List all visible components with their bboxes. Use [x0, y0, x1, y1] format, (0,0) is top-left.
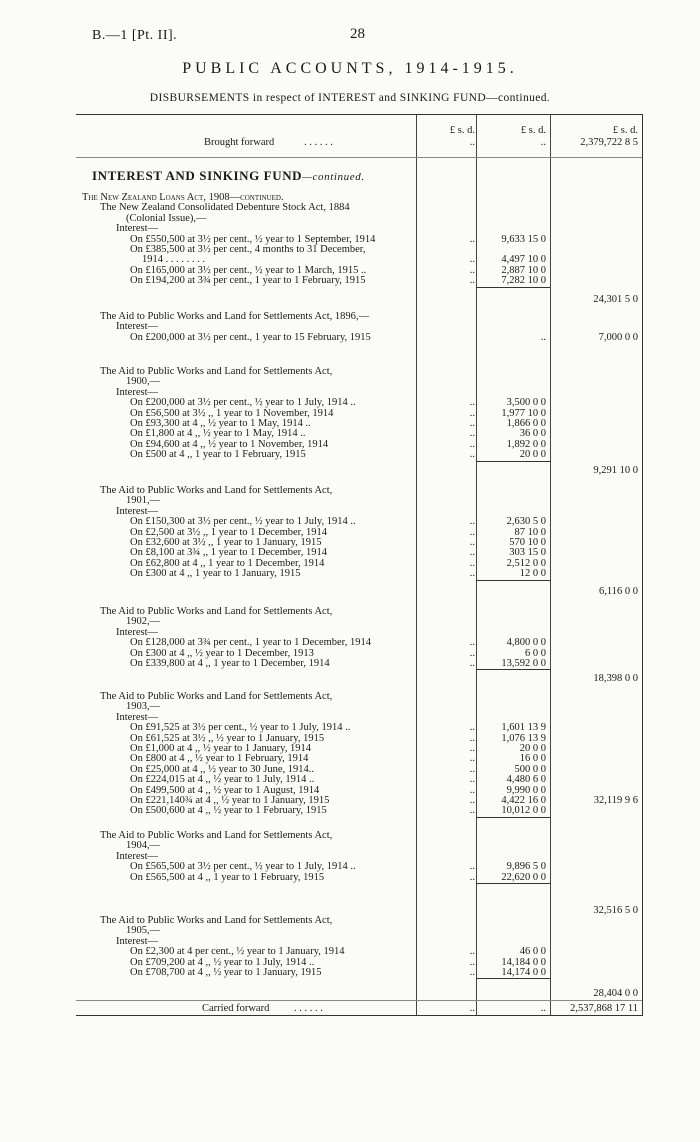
interest-label: Interest— [116, 505, 158, 517]
amount-c1: .. [469, 264, 475, 276]
interest-line: On £56,500 at 3½ ,, 1 year to 1 November, 1914 [130, 407, 334, 419]
act-total: 7,000 0 0 [598, 332, 638, 343]
act-total: 24,301 5 0 [593, 294, 638, 305]
amount-c2: 2,887 10 0 [501, 264, 546, 276]
carried-forward-c1: .. [469, 1003, 475, 1014]
interest-line: On £61,525 at 3½ ,, ½ year to 1 January, 1915 [130, 732, 325, 744]
amount-c2: 2,512 0 0 [506, 557, 546, 569]
interest-line: On £385,500 at 3½ per cent., 4 months to 31 December, [130, 244, 366, 255]
total-rule [476, 669, 550, 670]
amount-c1: .. [469, 658, 475, 669]
amount-c2: 6 0 0 [525, 647, 546, 659]
carried-forward-c2: .. [540, 1003, 546, 1014]
amount-c2: 4,800 0 0 [506, 637, 546, 649]
amount-c2: 87 10 0 [514, 526, 546, 538]
page-ref: B.—1 [Pt. II]. [92, 28, 178, 43]
page-title: PUBLIC ACCOUNTS, 1914-1915. [182, 60, 518, 77]
act-name: The Aid to Public Works and Land for Settlements Act, [100, 485, 333, 496]
brought-forward-label: Brought forward [204, 137, 275, 148]
amount-c2: 13,592 0 0 [501, 658, 546, 669]
amount-c1: .. [469, 743, 475, 754]
amount-c2: 9,896 5 0 [506, 861, 546, 873]
act-name-cont: 1901,— [126, 495, 161, 507]
interest-line: On £150,300 at 3½ per cent., ½ year to 1 July, 1914 .. [130, 516, 356, 528]
amount-c1: .. [469, 647, 475, 659]
amount-c1: .. [469, 254, 475, 266]
act-name-cont: 1905,— [126, 925, 161, 937]
interest-line: On £339,800 at 4 ,, 1 year to 1 December, 1914 [130, 658, 330, 669]
amount-c1: .. [469, 722, 475, 734]
interest-line: On £500 at 4 ,, 1 year to 1 February, 1915 [130, 449, 306, 461]
interest-label: Interest— [116, 626, 158, 638]
amount-c2: 14,184 0 0 [501, 956, 546, 968]
amount-c2: 1,977 10 0 [501, 407, 546, 419]
amount-c2: 16 0 0 [519, 753, 546, 765]
interest-line: On £94,600 at 4 ,, ½ year to 1 November, 1914 [130, 438, 329, 450]
interest-line: On £2,300 at 4 per cent., ½ year to 1 January, 1914 [130, 946, 345, 958]
amount-c2: 3,500 0 0 [506, 397, 546, 409]
col-header-1: £ s. d. [449, 125, 475, 136]
act-name: The Aid to Public Works and Land for Settlements Act, [100, 691, 333, 702]
amount-c2: 9,633 15 0 [501, 233, 546, 245]
amount-c2: 1,076 13 9 [501, 732, 546, 744]
interest-line: On £2,500 at 3½ ,, 1 year to 1 December, 1914 [130, 526, 327, 538]
amount-c2: 9,990 0 0 [506, 784, 546, 796]
amount-c1: .. [469, 753, 475, 765]
interest-line: On £62,800 at 4 ,, 1 year to 1 December, 1914 [130, 557, 325, 569]
amount-c1: .. [469, 526, 475, 538]
interest-line: On £565,500 at 4 ,, 1 year to 1 February, 1915 [130, 871, 325, 883]
amount-c2: 20 0 0 [519, 743, 546, 754]
interest-line: On £128,000 at 3¾ per cent., 1 year to 1 December, 1914 [130, 637, 372, 649]
act-name: The Aid to Public Works and Land for Settlements Act, [100, 915, 333, 926]
amount-c1: .. [469, 449, 475, 461]
act-total: 32,119 9 6 [593, 795, 638, 806]
interest-label: Interest— [116, 223, 158, 235]
interest-line: On £499,500 at 4 ,, ½ year to 1 August, 1914 [130, 784, 320, 796]
act-name-cont: 1900,— [126, 376, 161, 388]
amount-c2: .. [540, 331, 546, 343]
row-divider [76, 1000, 642, 1001]
amount-c2: 500 0 0 [514, 763, 546, 775]
brought-forward-c2: .. [540, 137, 546, 148]
amount-c2: 14,174 0 0 [501, 967, 546, 978]
amount-c1: .. [469, 547, 475, 559]
act-total: 6,116 0 0 [599, 586, 638, 597]
interest-line: On £8,100 at 3¾ ,, 1 year to 1 December, 1914 [130, 547, 327, 559]
accounts-table [76, 114, 643, 1016]
act-name-cont: (Colonial Issue),— [126, 212, 207, 224]
column-divider [476, 115, 477, 1015]
interest-line: On £200,000 at 3½ per cent., ½ year to 1 July, 1914 .. [130, 397, 356, 409]
amount-c2: 10,012 0 0 [501, 805, 546, 817]
col-header-3: £ s. d. [612, 125, 638, 136]
column-divider [550, 115, 551, 1015]
amount-c1: .. [469, 637, 475, 649]
act-title: The New Zealand Loans Act, 1908—continued. [82, 192, 284, 203]
col-header-2: £ s. d. [520, 125, 546, 136]
act-name: The New Zealand Consolidated Debenture Stock Act, 1884 [100, 202, 350, 214]
amount-c2: 1,866 0 0 [506, 418, 546, 429]
amount-c2: 1,892 0 0 [506, 438, 546, 450]
amount-c1: .. [469, 732, 475, 744]
act-total: 28,404 0 0 [593, 988, 638, 999]
act-name: The Aid to Public Works and Land for Settlements Act, [100, 830, 333, 841]
act-total: 18,398 0 0 [593, 673, 638, 684]
act-name-cont: 1904,— [126, 840, 161, 852]
total-rule [476, 817, 550, 818]
page-number: 28 [350, 26, 365, 42]
act-name: The Aid to Public Works and Land for Settlements Act, 1896,— [100, 311, 370, 322]
brought-forward-c1: .. [469, 137, 475, 148]
leader-dots: . . . . . . [294, 1003, 323, 1014]
carried-forward-c3: 2,537,868 17 11 [570, 1003, 638, 1014]
amount-c1: .. [469, 557, 475, 569]
interest-line: On £709,200 at 4 ,, ½ year to 1 July, 1914 .. [130, 956, 315, 968]
amount-c2: 4,422 16 0 [501, 795, 546, 806]
amount-c1: .. [469, 233, 475, 245]
interest-line: On £800 at 4 ,, ½ year to 1 February, 1914 [130, 753, 309, 765]
interest-line: On £25,000 at 4 ,, ½ year to 30 June, 1914.. [130, 763, 315, 775]
amount-c1: .. [469, 795, 475, 806]
amount-c2: 303 15 0 [509, 547, 546, 559]
row-divider [76, 157, 642, 158]
interest-line: On £1,000 at 4 ,, ½ year to 1 January, 1914 [130, 743, 311, 754]
total-rule [476, 461, 550, 462]
interest-label: Interest— [116, 850, 158, 862]
amount-c1: .. [469, 784, 475, 796]
section-heading: INTEREST AND SINKING FUND—continued. [92, 168, 365, 183]
amount-c1: .. [469, 805, 475, 817]
amount-c1: .. [469, 428, 475, 440]
amount-c1: .. [469, 275, 475, 287]
interest-line: On £91,525 at 3½ per cent., ½ year to 1 July, 1914 .. [130, 722, 351, 734]
interest-line: On £194,200 at 3¾ per cent., 1 year to 1 February, 1915 [130, 275, 366, 287]
act-name: The Aid to Public Works and Land for Settlements Act, [100, 606, 333, 617]
interest-line: 1914 . . . . . . . . [142, 254, 205, 266]
interest-line: On £32,600 at 3½ ,, 1 year to 1 January, 1915 [130, 537, 322, 548]
leader-dots: . . . . . . [304, 137, 333, 148]
amount-c2: 7,282 10 0 [501, 275, 546, 287]
interest-label: Interest— [116, 321, 158, 333]
act-name-cont: 1902,— [126, 616, 161, 628]
interest-label: Interest— [116, 935, 158, 947]
total-rule [476, 287, 550, 288]
amount-c1: .. [469, 407, 475, 419]
interest-line: On £300 at 4 ,, ½ year to 1 December, 1913 [130, 647, 314, 659]
act-name: The Aid to Public Works and Land for Settlements Act, [100, 366, 333, 377]
interest-line: On £565,500 at 3½ per cent., ½ year to 1 July, 1914 .. [130, 861, 356, 873]
amount-c1: .. [469, 861, 475, 873]
total-rule [476, 978, 550, 979]
interest-line: On £550,500 at 3½ per cent., ½ year to 1 September, 1914 [130, 233, 376, 245]
interest-line: On £200,000 at 3½ per cent., 1 year to 15 February, 1915 [130, 331, 371, 343]
amount-c2: 4,480 6 0 [506, 774, 546, 786]
interest-line: On £500,600 at 4 ,, ½ year to 1 February, 1915 [130, 805, 327, 817]
amount-c1: .. [469, 946, 475, 958]
amount-c2: 22,620 0 0 [501, 871, 546, 883]
amount-c1: .. [469, 537, 475, 548]
page-subtitle: DISBURSEMENTS in respect of INTEREST and SINKING FUND—continued. [149, 92, 551, 104]
amount-c1: .. [469, 516, 475, 528]
amount-c1: .. [469, 438, 475, 450]
amount-c2: 570 10 0 [509, 537, 546, 548]
total-rule [476, 580, 550, 581]
carried-forward-label: Carried forward [202, 1003, 270, 1014]
amount-c2: 1,601 13 9 [501, 722, 546, 734]
interest-line: On £165,000 at 3½ per cent., ½ year to 1 March, 1915 .. [130, 264, 367, 276]
interest-line: On £708,700 at 4 ,, ½ year to 1 January, 1915 [130, 967, 322, 978]
interest-label: Interest— [116, 386, 158, 398]
amount-c1: .. [469, 774, 475, 786]
amount-c2: 12 0 0 [519, 568, 546, 580]
total-rule [476, 883, 550, 884]
amount-c2: 2,630 5 0 [506, 516, 546, 528]
column-divider [416, 115, 417, 1015]
amount-c1: .. [469, 397, 475, 409]
amount-c2: 36 0 0 [519, 428, 546, 440]
interest-line: On £300 at 4 ,, 1 year to 1 January, 1915 [130, 568, 301, 580]
brought-forward-c3: 2,379,722 8 5 [580, 137, 638, 148]
interest-line: On £93,300 at 4 ,, ½ year to 1 May, 1914 .. [130, 418, 311, 429]
interest-line: On £224,015 at 4 ,, ½ year to 1 July, 1914 .. [130, 774, 315, 786]
amount-c2: 20 0 0 [519, 449, 546, 461]
amount-c2: 46 0 0 [519, 946, 546, 958]
act-total: 32,516 5 0 [593, 905, 638, 916]
amount-c1: .. [469, 763, 475, 775]
act-total: 9,291 10 0 [593, 465, 638, 476]
amount-c1: .. [469, 568, 475, 580]
act-name-cont: 1903,— [126, 701, 161, 713]
amount-c1: .. [469, 871, 475, 883]
amount-c2: 4,497 10 0 [501, 254, 546, 266]
amount-c1: .. [469, 967, 475, 978]
interest-line: On £221,140¾ at 4 ,, ½ year to 1 January, 1915 [130, 795, 330, 806]
interest-line: On £1,800 at 4 ,, ½ year to 1 May, 1914 .. [130, 428, 306, 440]
amount-c1: .. [469, 956, 475, 968]
amount-c1: .. [469, 418, 475, 429]
interest-label: Interest— [116, 711, 158, 723]
